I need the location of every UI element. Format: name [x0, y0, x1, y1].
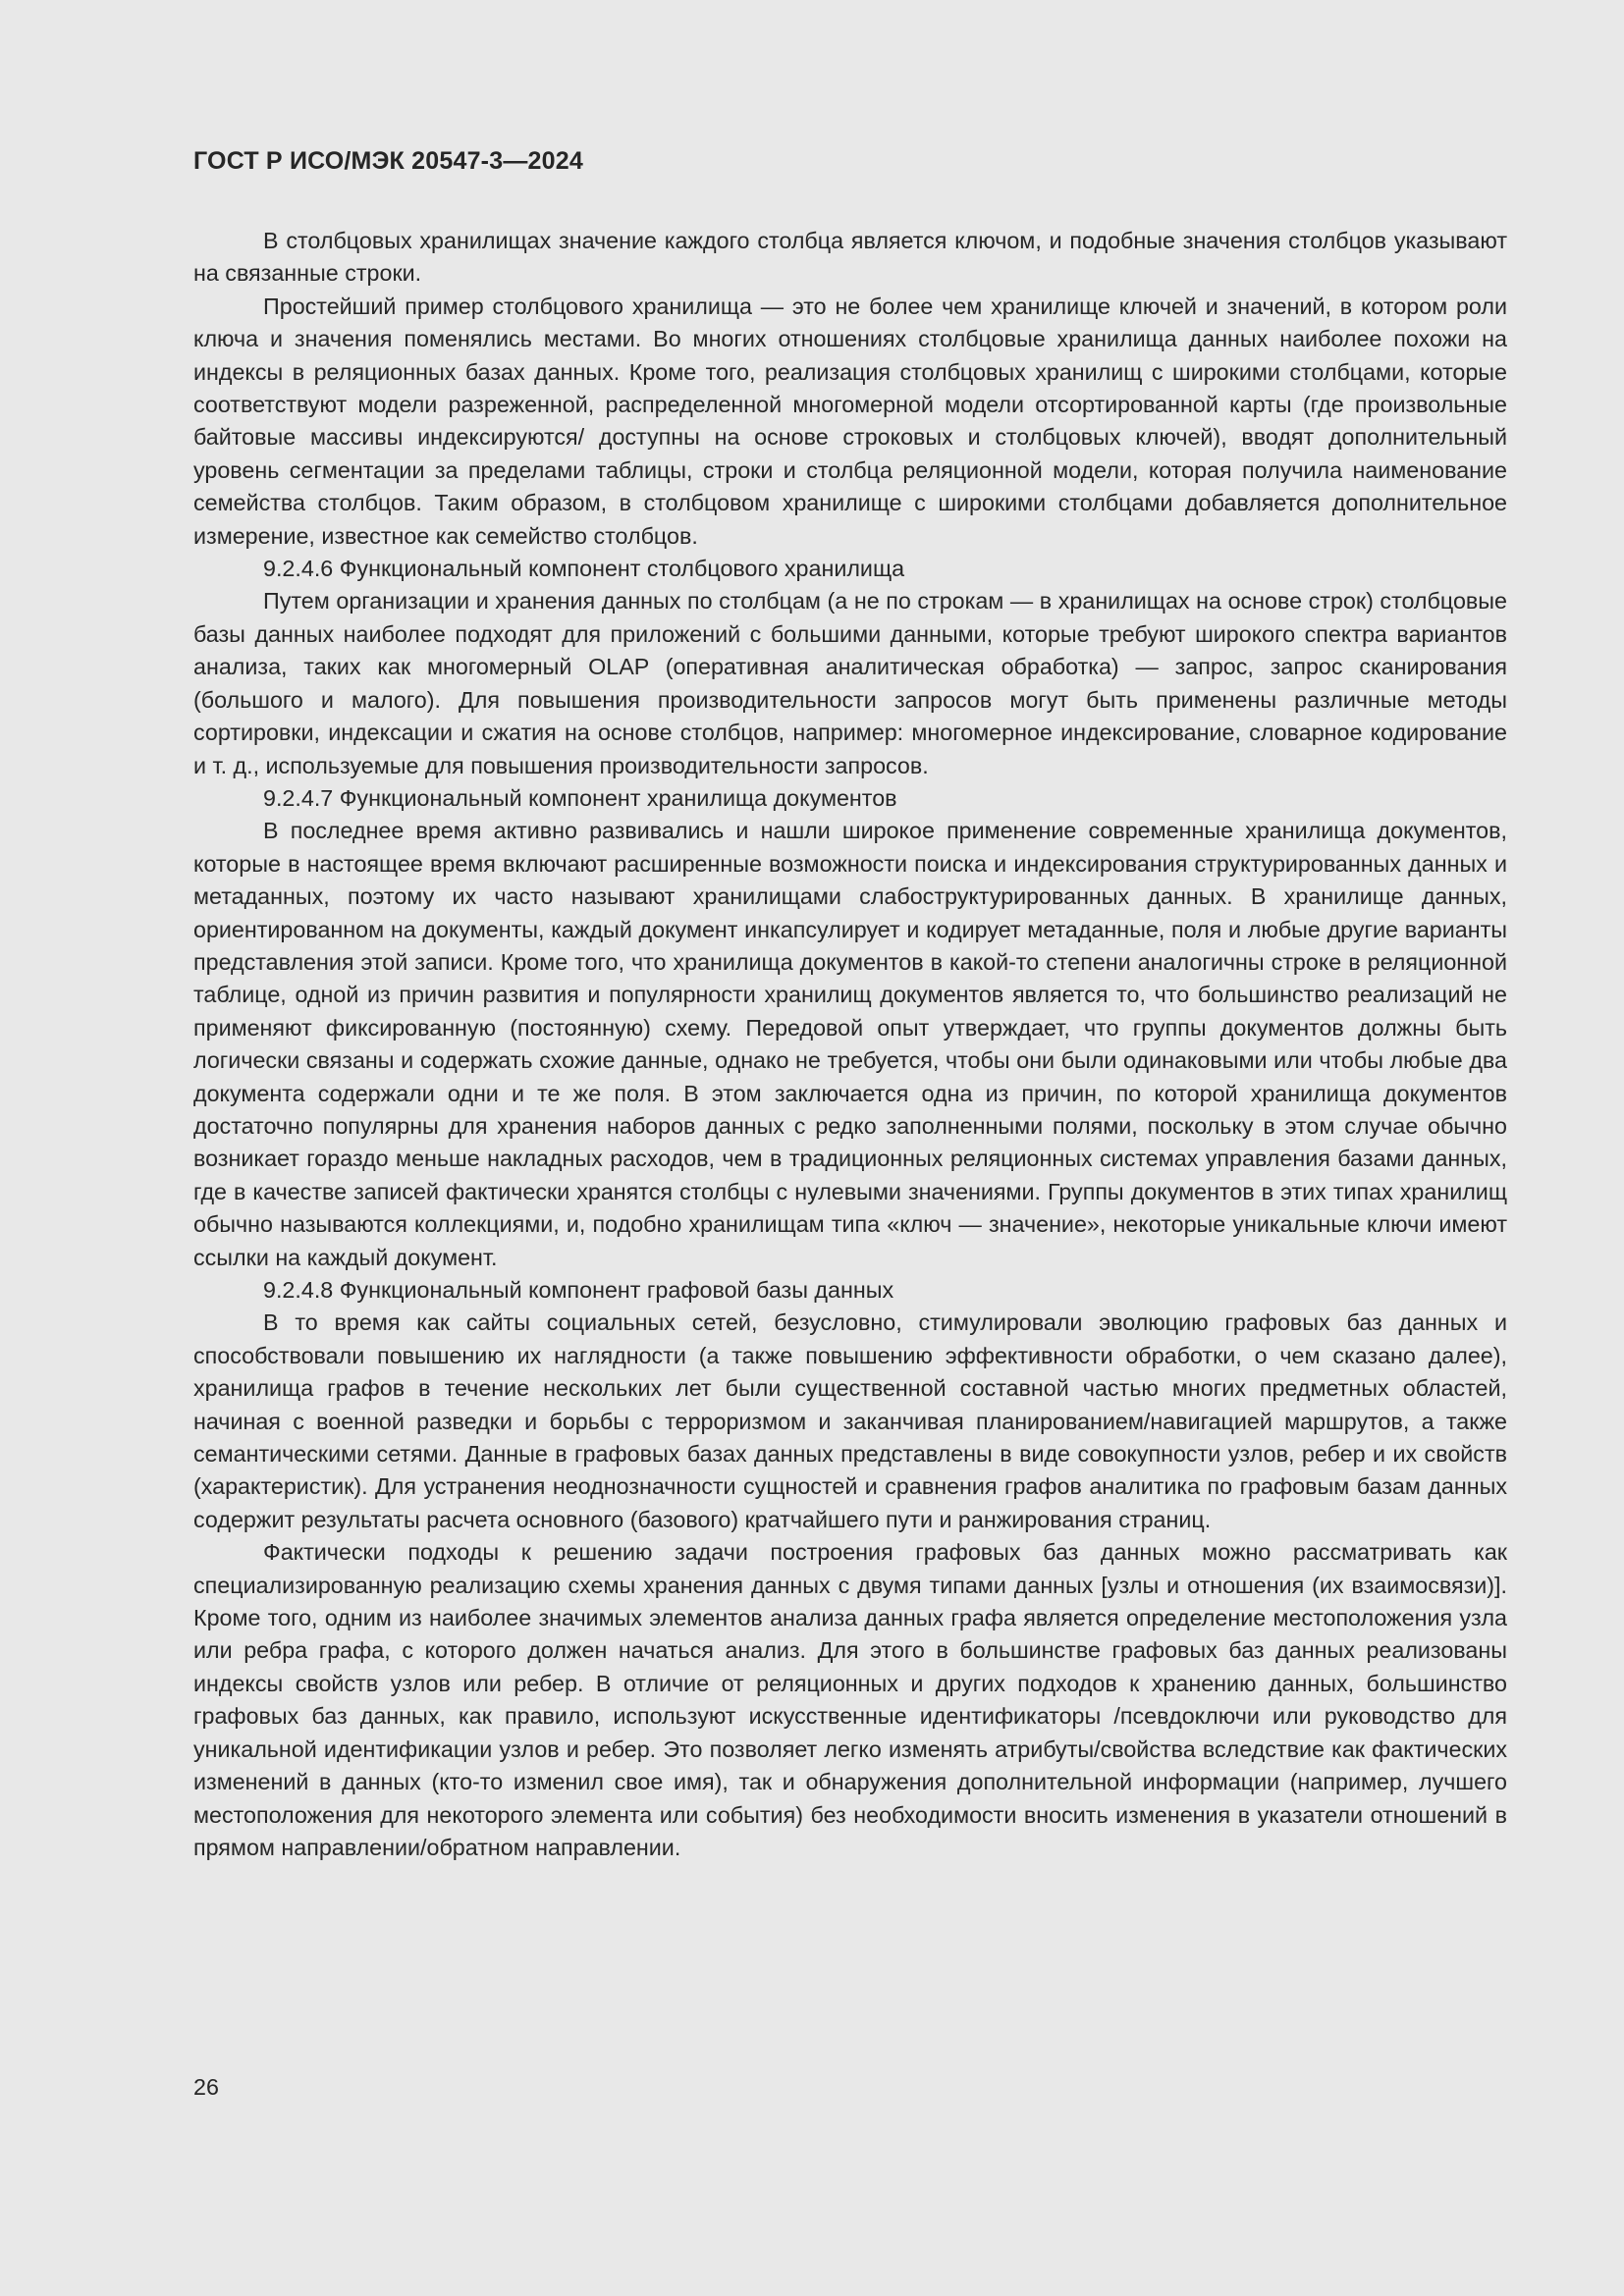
paragraph-document-store-component: В последнее время активно развивались и нашли широкое применение современные хранилища документов, которые в настоящее время включают расширенные возможности поиска и индексирования структурированных данных и метаданных, поэтому их часто называют хранилищами слабоструктурированных данных. В хранилище данных, ориентированном на документы, каждый документ инкапсулирует и кодирует метаданные, поля и любые другие варианты представления этой записи. Кроме того, что хранилища документов в какой-то степени аналогичны строке в реляционной таблице, одной из причин развития и популярности хранилищ документов является то, что большинство реализаций не применяют фиксированную (постоянную) схему. Передовой опыт утверждает, что группы документов должны быть логически связаны и содержать схожие данные, однако не требуется, чтобы они были одинаковыми или чтобы любые два документа содержали одни и те же поля. В этом заключается одна из причин, по которой хранилища документов достаточно популярны для хранения наборов данных с редко заполненными полями, поскольку в этом случае обычно возникает гораздо меньше накладных расходов, чем в традиционных реляционных системах управления базами данных, где в качестве записей фактически хранятся столбцы с нулевыми значениями. Группы документов в этих типах хранилищ обычно называются коллекциями, и, подобно хранилищам типа «ключ — значение», некоторые уникальные ключи имеют ссылки на каждый документ. — [193, 818, 1507, 1270]
paragraph-column-store-keys: В столбцовых хранилищах значение каждого столбца является ключом, и подобные значения столбцов указывают на связанные строки. — [193, 228, 1507, 287]
document-header: ГОСТ Р ИСО/МЭК 20547-3—2024 — [193, 147, 583, 175]
paragraph-graph-db-evolution: В то время как сайты социальных сетей, безусловно, стимулировали эволюцию графовых баз данных и способствовали повышению их наглядности (а также повышению эффективности обработки, о чем сказано далее), хранилища графов в течение нескольких лет были существенной составной частью многих предметных областей, начиная с военной разведки и борьбы с терроризмом и заканчивая планированием/навигацией маршрутов, а также семантическими сетями. Данные в графовых базах данных представлены в виде совокупности узлов, ребер и их свойств (характеристик). Для устранения неоднозначности сущностей и сравнения графов аналитика по графовым базам данных содержит результаты расчета основного (базового) кратчайшего пути и ранжирования страниц. — [193, 1309, 1507, 1532]
page-number: 26 — [193, 2074, 219, 2100]
paragraph-graph-db-approaches: Фактически подходы к решению задачи построения графовых баз данных можно рассматривать как специализированную реализацию схемы хранения данных с двумя типами данных [узлы и отношения (их взаимосвязи)]. Кроме того, одним из наиболее значимых элементов анализа данных графа является определение местоположения узла или ребра графа, с которого должен начаться анализ. Для этого в большинстве графовых баз данных реализованы индексы свойств узлов или ребер. В отличие от реляционных и других подходов к хранению данных, большинство графовых баз данных, как правило, используют искусственные идентификаторы /псевдоключи или руководство для уникальной идентификации узлов и ребер. Это позволяет легко изменять атрибуты/свойства вследствие как фактических изменений в данных (кто-то изменил свое имя), так и обнаружения дополнительной информации (например, лучшего местоположения для некоторого элемента или события) без необходимости вносить изменения в указатели отношений в прямом направлении/обратном направлении. — [193, 1539, 1507, 1860]
section-heading-9-2-4-6: 9.2.4.6 Функциональный компонент столбцового хранилища — [263, 556, 905, 582]
document-body — [193, 225, 1507, 1864]
paragraph-column-store-component: Путем организации и хранения данных по столбцам (а не по строкам — в хранилищах на основе строк) столбцовые базы данных наиболее подходят для приложений с большими данными, которые требуют широкого спектра вариантов анализа, таких как многомерный OLAP (оперативная аналитическая обработка) — запрос, запрос сканирования (большого и малого). Для повышения производительности запросов могут быть применены различные методы сортировки, индексации и сжатия на основе столбцов, например: многомерное индексирование, словарное кодирование и т. д., используемые для повышения производительности запросов. — [193, 588, 1507, 778]
section-heading-9-2-4-8: 9.2.4.8 Функциональный компонент графовой базы данных — [263, 1277, 894, 1303]
section-heading-9-2-4-7: 9.2.4.7 Функциональный компонент хранилища документов — [263, 784, 897, 811]
paragraph-column-store-example: Простейший пример столбцового хранилища — это не более чем хранилище ключей и значений, в котором роли ключа и значения поменялись местами. Во многих отношениях столбцовые хранилища данных наиболее похожи на индексы в реляционных базах данных. Кроме того, реализация столбцовых хранилищ с широкими столбцами, которые соответствуют модели разреженной, распределенной многомерной модели отсортированной карты (где произвольные байтовые массивы индексируются/ доступны на основе строковых и столбцовых ключей), вводят дополнительный уровень сегментации за пределами таблицы, строки и столбца реляционной модели, которая получила наименование семейства столбцов. Таким образом, в столбцовом хранилище с широкими столбцами добавляется дополнительное измерение, известное как семейство столбцов. — [193, 293, 1507, 549]
